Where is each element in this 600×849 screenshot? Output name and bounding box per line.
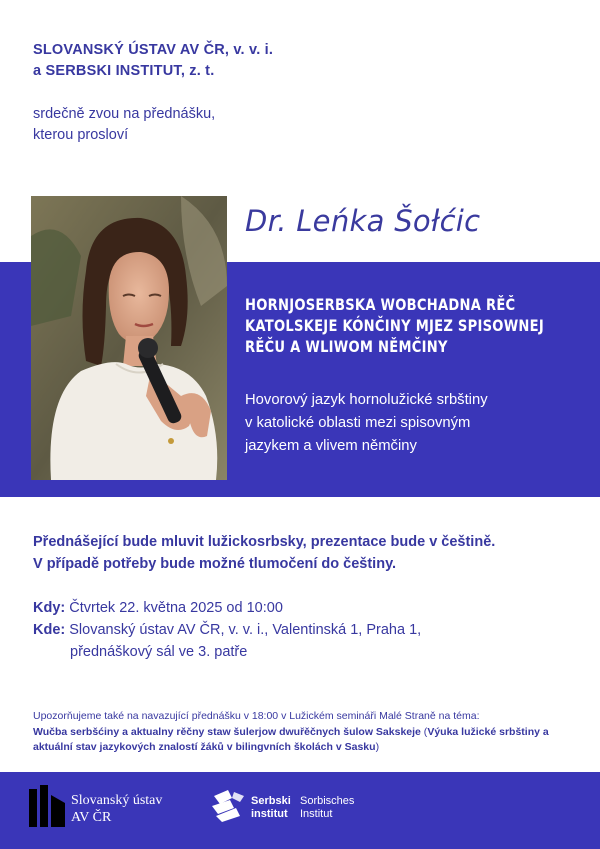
lecture-title-sorbian [245,294,544,357]
logo2-right-1: Sorbisches [300,795,355,807]
speaker-photo-image [31,196,227,480]
event-details [33,597,421,663]
notice-paren-open: ( [420,725,428,738]
language-note-line-2: V případě potřeby bude možné tlumočení do češtiny. [33,556,397,572]
notice-title-czech: Výuka lužické srbštiny a aktuální stav jazykových znalostí žáků v bilingvních školách v Sasku [33,725,549,753]
logo2-right-2: Institut [300,808,333,820]
notice-paren-close: ) [375,741,380,753]
when-value: Čtvrtek 22. května 2025 od 10:00 [69,600,283,616]
logo2-bold-2: institut [251,808,288,820]
where-label: Kde: [33,622,66,638]
logo2-bold-1: Serbski [251,795,291,807]
sorbisches-institut-logo-text [300,795,354,821]
title-sorbian-line-1: HORNJOSERBSKA WOBCHADNA RĚČ [245,295,516,314]
title-czech-line-3: jazykem a vlivem němčiny [245,438,417,454]
when-label: Kdy: [33,600,66,616]
speaker-photo [31,196,227,480]
when-row [33,597,421,619]
lecture-title-czech [245,389,488,458]
language-note [33,531,495,575]
organizer-line-1: SLOVANSKÝ ÚSTAV AV ČR, v. v. i. [33,42,274,58]
where-value-line-2: přednáškový sál ve 3. patře [70,644,248,660]
logo1-line-2: AV ČR [71,810,112,825]
invitation-text [33,104,215,146]
notice-intro: Upozorňujeme také na navazující přednášku v 18:00 v Lužickém semináři Malé Straně na téma: [33,710,480,722]
follow-up-notice [33,709,578,756]
title-czech-line-1: Hovorový jazyk hornolužické srbštiny [245,392,488,408]
logo1-line-1: Slovanský ústav [71,793,163,808]
invitation-line-1: srdečně zvou na přednášku, [33,106,216,122]
notice-title-sorbian: Wučba serbšćiny a aktualny rěčny staw šulerjow dwuřěčnych šulow Sakskeje [33,725,421,738]
where-value: Slovanský ústav AV ČR, v. v. i., Valentinská 1, Praha 1, [69,622,422,638]
language-note-line-1: Přednášející bude mluvit lužickosrbsky, prezentace bude v češtině. [33,534,496,550]
slovansky-ustav-logo-icon [28,785,66,827]
serbski-institut-logo-icon [210,788,248,824]
title-sorbian-line-2: KATOLSKEJE KÓNČINY MJEZ SPISOWNEJ [245,316,544,335]
speaker-name: Dr. Leńka Šołćic [245,204,481,238]
serbski-institut-logo-text [251,795,291,821]
slovansky-ustav-logo-text [71,792,162,826]
organizers [33,40,273,82]
invitation-line-2: kterou prosloví [33,127,129,143]
title-sorbian-line-3: RĚČU A WLIWOM NĚMČINY [245,337,448,356]
organizer-line-2: a SERBSKI INSTITUT, z. t. [33,63,215,79]
where-row [33,619,421,641]
title-czech-line-2: v katolické oblasti mezi spisovným [245,415,471,431]
